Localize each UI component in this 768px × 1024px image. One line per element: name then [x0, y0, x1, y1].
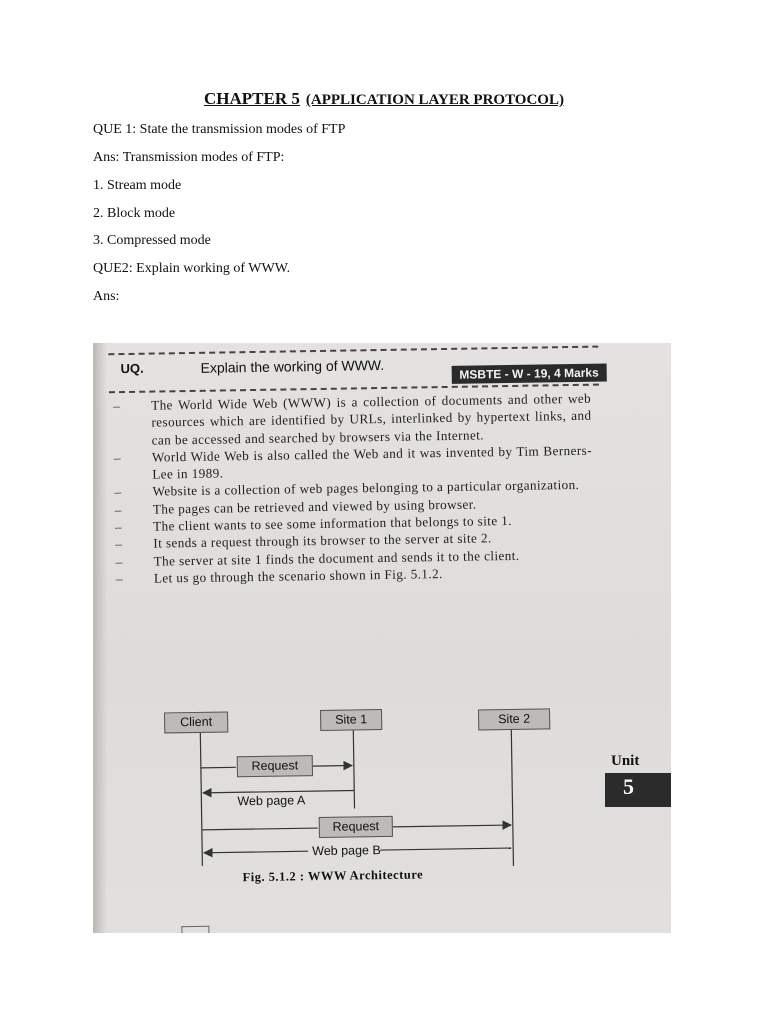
dash-marker: –	[114, 484, 122, 500]
figure-caption: Fig. 5.1.2 : WWW Architecture	[242, 867, 424, 885]
dash-marker: –	[114, 519, 123, 535]
client-lifeline	[200, 732, 202, 866]
answer-1-item-2: 2. Block mode	[93, 206, 176, 221]
request-1-box: Request	[237, 755, 313, 777]
response-1-arrow	[203, 790, 354, 792]
chapter-title: CHAPTER 5	[204, 89, 300, 108]
site1-node: Site 1	[320, 709, 382, 731]
answer-1-item-3: 3. Compressed mode	[93, 233, 211, 248]
list-item: – Website is a collection of web pages belonging to a particular organization.	[114, 477, 580, 500]
request-1-arrow	[312, 766, 352, 767]
uq-question: Explain the working of WWW.	[200, 356, 385, 376]
question-box	[108, 346, 599, 394]
question-2: QUE2: Explain working of WWW.	[93, 261, 291, 276]
unit-number-badge	[605, 773, 671, 807]
site2-node: Site 2	[478, 708, 550, 730]
unit-label: Unit	[611, 753, 640, 769]
dash-marker: –	[115, 571, 124, 587]
answer-2-label: Ans:	[93, 289, 120, 304]
list-item: – The client wants to see some information that belongs to site 1.	[114, 513, 513, 535]
response-2-arrow	[204, 851, 308, 853]
bullet-list	[111, 390, 594, 588]
response-1-label: Web page A	[237, 793, 306, 809]
page-corner-mark	[181, 926, 209, 933]
list-item: – It sends a request through its browser to the server at site 2.	[115, 530, 492, 552]
request-2-box: Request	[319, 816, 393, 838]
answer-1-intro: Ans: Transmission modes of FTP:	[93, 150, 285, 165]
dash-marker: –	[113, 449, 122, 466]
answer-1-item-1: 1. Stream mode	[93, 178, 182, 193]
site1-lifeline	[353, 729, 354, 808]
client-node: Client	[164, 711, 228, 733]
question-1: QUE 1: State the transmission modes of FTP	[93, 122, 346, 137]
unit-tab	[605, 753, 671, 813]
chapter-subtitle: (APPLICATION LAYER PROTOCOL)	[305, 92, 564, 108]
uq-label: UQ.	[120, 360, 144, 377]
list-item: – The server at site 1 finds the document and sends it to the client.	[115, 547, 520, 569]
dash-marker: –	[115, 553, 123, 569]
exam-tag-badge: MSBTE - W - 19, 4 Marks	[451, 363, 607, 383]
list-item: – The pages can be retrieved and viewed by using browser.	[114, 496, 477, 517]
list-item: – Let us go through the scenario shown in Fig. 5.1.2.	[115, 566, 443, 587]
dash-marker: –	[113, 398, 121, 414]
dash-marker: –	[115, 536, 123, 552]
textbook-photo	[93, 343, 671, 933]
page-title	[0, 89, 768, 109]
request-2-arrow	[392, 825, 511, 827]
unit-number: 5	[623, 774, 634, 799]
site2-lifeline	[511, 729, 513, 866]
response-2-label: Web page B	[312, 843, 381, 859]
list-item: – World Wide Web is also called the Web and it was invented by Tim Berners-Lee in 1989.	[113, 442, 593, 482]
dash-marker: –	[114, 501, 122, 517]
list-item: – The World Wide Web (WWW) is a collection of documents and other web resources which are identified by URLs, interlinked by hypertext links, and can be accessed and searched by browsers via the Internet.	[113, 390, 592, 448]
